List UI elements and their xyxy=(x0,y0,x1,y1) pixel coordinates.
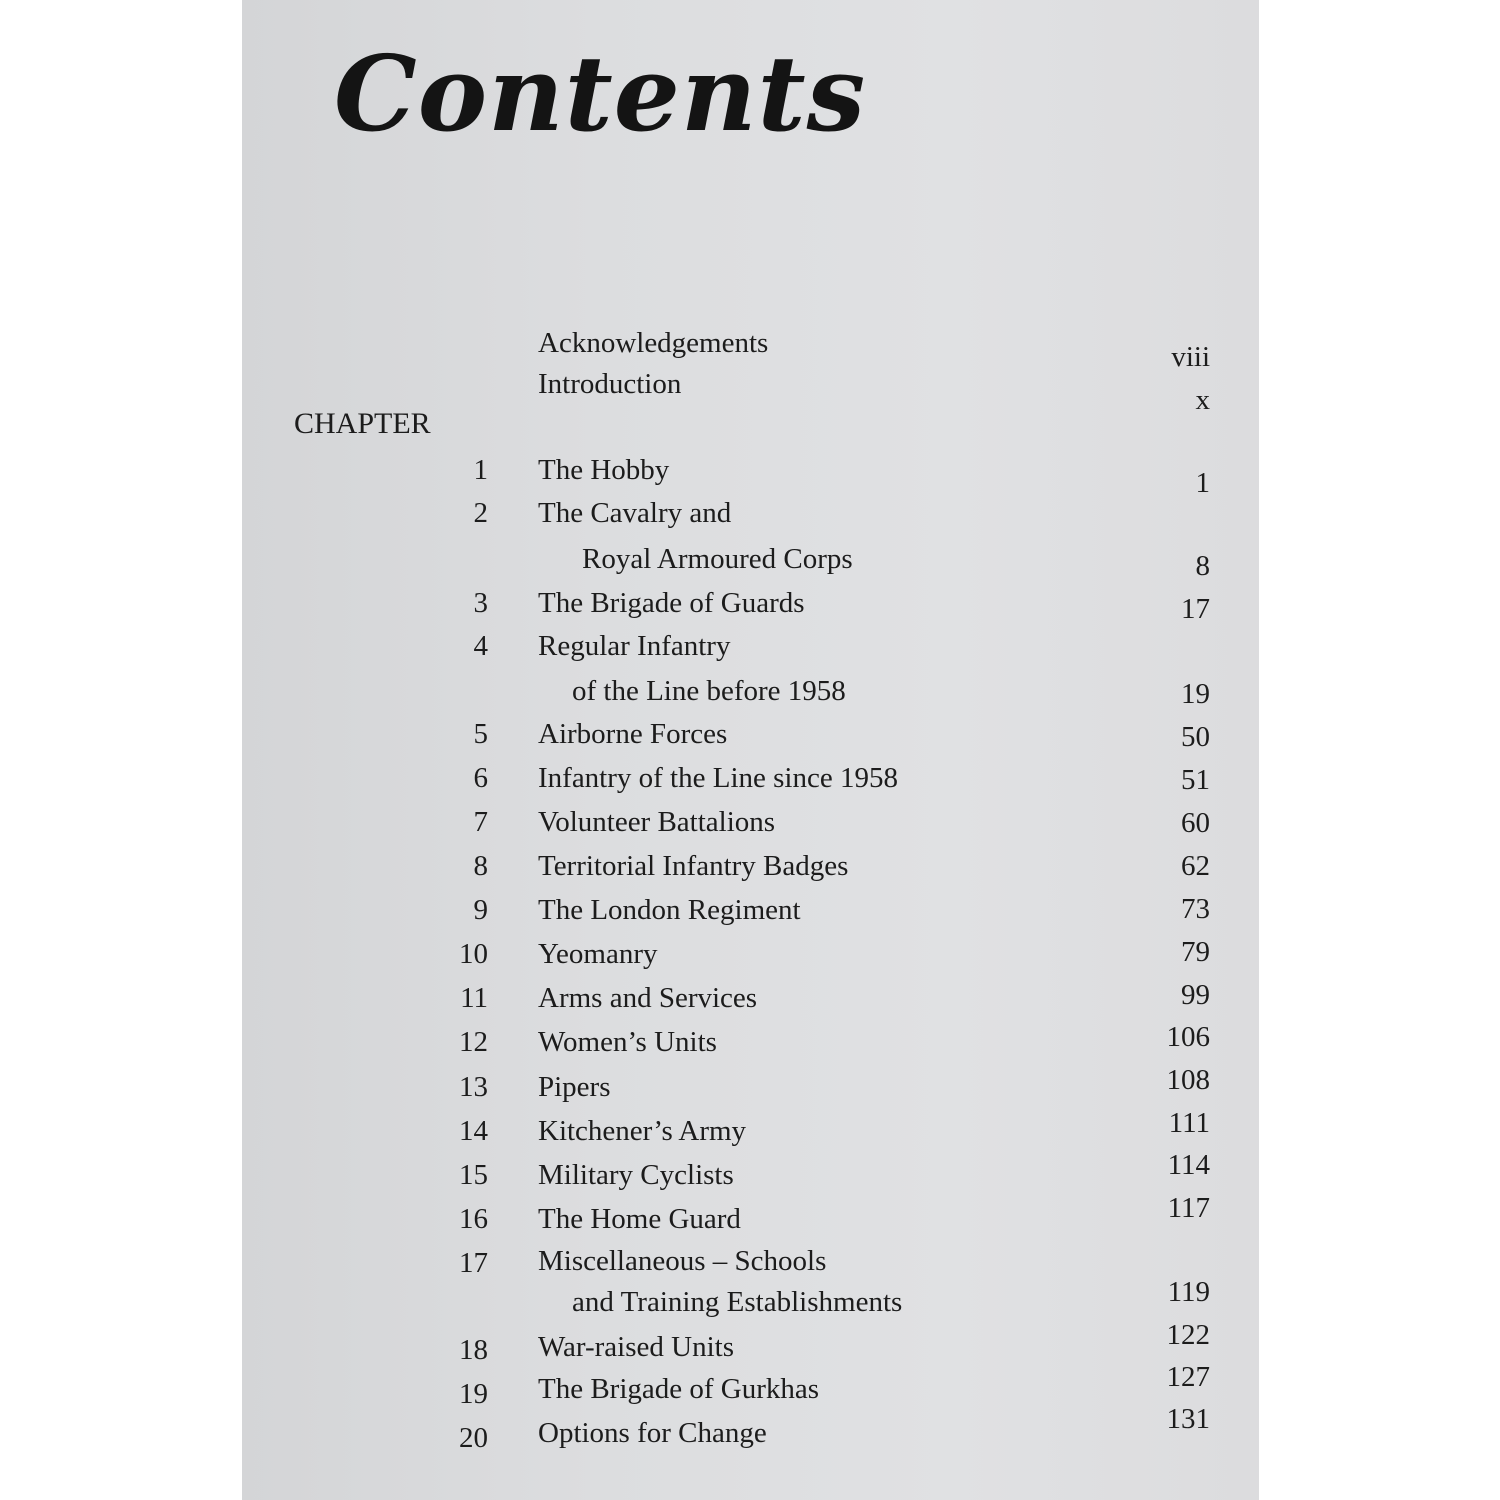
chapter-title: Kitchener’s Army xyxy=(538,1115,747,1147)
chapter-number: 8 xyxy=(473,850,488,882)
chapter-number: 10 xyxy=(459,938,488,970)
chapter-title: Miscellaneous – Schools xyxy=(538,1245,827,1277)
chapter-page: 106 xyxy=(1166,1021,1210,1053)
chapter-number: 7 xyxy=(473,806,488,838)
chapter-page: 131 xyxy=(1166,1403,1210,1435)
chapter-page: 19 xyxy=(1181,678,1210,710)
chapter-page: 51 xyxy=(1181,764,1210,796)
chapter-title: The Cavalry and xyxy=(538,497,732,529)
chapter-title: The London Regiment xyxy=(538,894,801,926)
chapter-page: 108 xyxy=(1166,1064,1210,1096)
chapter-title: Arms and Services xyxy=(538,982,758,1014)
chapter-heading: CHAPTER xyxy=(294,407,431,440)
chapter-number: 3 xyxy=(473,587,488,619)
chapter-number: 16 xyxy=(459,1203,488,1235)
chapter-title: Volunteer Battalions xyxy=(538,806,776,838)
chapter-number: 1 xyxy=(473,454,488,486)
chapter-number: 18 xyxy=(459,1334,488,1366)
chapter-page: 17 xyxy=(1181,593,1210,625)
chapter-title: The Home Guard xyxy=(538,1203,741,1235)
chapter-page: 50 xyxy=(1181,721,1210,753)
chapter-page: 62 xyxy=(1181,850,1210,882)
chapter-title: The Brigade of Gurkhas xyxy=(538,1373,820,1405)
chapter-title-continued: of the Line before 1958 xyxy=(572,675,846,707)
chapter-title: Infantry of the Line since 1958 xyxy=(538,762,898,794)
chapter-title: Options for Change xyxy=(538,1417,767,1449)
chapter-title: Pipers xyxy=(538,1071,611,1103)
book-page xyxy=(242,0,1259,1500)
chapter-number: 15 xyxy=(459,1159,488,1191)
chapter-title-continued: Royal Armoured Corps xyxy=(582,543,853,575)
toc-entry-page: x xyxy=(1195,384,1210,416)
chapter-title: The Brigade of Guards xyxy=(538,587,805,619)
chapter-page: 119 xyxy=(1167,1276,1210,1308)
chapter-page: 79 xyxy=(1181,936,1210,968)
toc-entry-title: Introduction xyxy=(538,368,682,400)
chapter-title: Regular Infantry xyxy=(538,630,731,662)
chapter-title: Women’s Units xyxy=(538,1026,717,1058)
chapter-page: 127 xyxy=(1166,1361,1210,1393)
chapter-page: 8 xyxy=(1195,550,1210,582)
chapter-page: 99 xyxy=(1181,979,1210,1011)
chapter-page: 117 xyxy=(1167,1192,1210,1224)
toc-entry-page: viii xyxy=(1171,341,1210,373)
chapter-title: Military Cyclists xyxy=(538,1159,734,1191)
chapter-title: Yeomanry xyxy=(538,938,658,970)
chapter-page: 1 xyxy=(1195,467,1210,499)
chapter-title: The Hobby xyxy=(538,454,670,486)
chapter-number: 11 xyxy=(460,982,488,1014)
chapter-title: Airborne Forces xyxy=(538,718,728,750)
page-title: Contents xyxy=(334,32,867,155)
chapter-number: 13 xyxy=(459,1071,488,1103)
chapter-number: 17 xyxy=(459,1247,488,1279)
chapter-number: 5 xyxy=(473,718,488,750)
chapter-number: 4 xyxy=(473,630,488,662)
chapter-page: 114 xyxy=(1167,1149,1210,1181)
chapter-number: 9 xyxy=(473,894,488,926)
chapter-title: Territorial Infantry Badges xyxy=(538,850,849,882)
chapter-number: 14 xyxy=(459,1115,488,1147)
toc-entry-title: Acknowledgements xyxy=(538,327,769,359)
chapter-number: 19 xyxy=(459,1378,488,1410)
chapter-page: 60 xyxy=(1181,807,1210,839)
chapter-number: 6 xyxy=(473,762,488,794)
chapter-page: 111 xyxy=(1168,1107,1210,1139)
chapter-page: 122 xyxy=(1166,1319,1210,1351)
chapter-number: 20 xyxy=(459,1422,488,1454)
chapter-title-continued: and Training Establishments xyxy=(572,1286,903,1318)
chapter-number: 12 xyxy=(459,1026,488,1058)
chapter-number: 2 xyxy=(473,497,488,529)
chapter-title: War-raised Units xyxy=(538,1331,734,1363)
chapter-page: 73 xyxy=(1181,893,1210,925)
